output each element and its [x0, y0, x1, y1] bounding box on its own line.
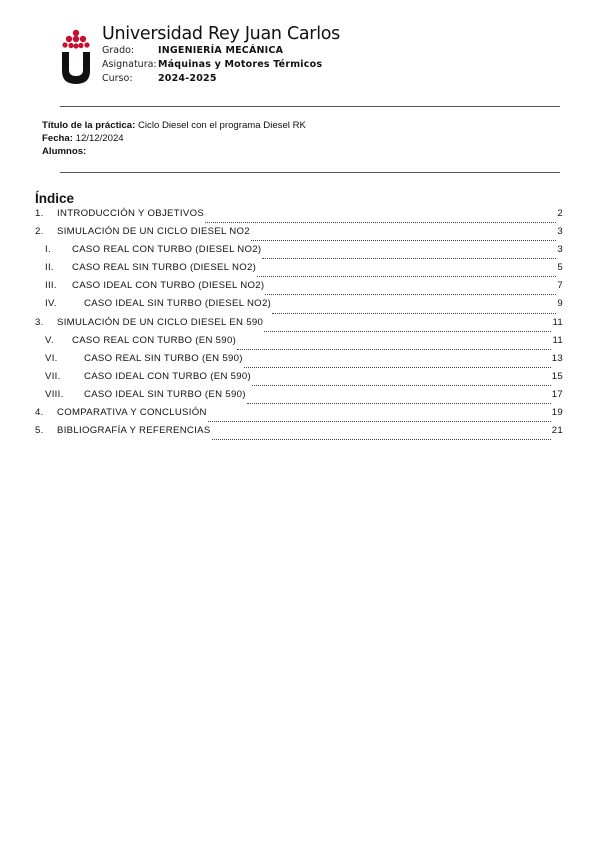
- toc-entry[interactable]: [35, 389, 563, 407]
- toc-entry[interactable]: [35, 280, 563, 298]
- toc-entry-number: 1.: [35, 208, 44, 219]
- toc-entry-text: CASO IDEAL SIN TURBO (EN 590): [84, 388, 246, 400]
- toc-entry-text: SIMULACIÓN DE UN CICLO DIESEL EN 590: [57, 316, 264, 328]
- toc-entry-page: 2: [557, 208, 563, 219]
- grado-label: Grado:: [102, 45, 135, 56]
- toc-entry-number: VIII.: [45, 388, 64, 400]
- table-of-contents: [35, 208, 563, 443]
- toc-entry-number: I.: [45, 244, 51, 256]
- toc-entry-text: CASO IDEAL SIN TURBO (DIESEL NO2): [84, 298, 272, 310]
- toc-entry[interactable]: [35, 317, 563, 335]
- toc-entry[interactable]: [35, 407, 563, 425]
- toc-entry-number: 3.: [35, 316, 44, 328]
- toc-leader-dots: [208, 421, 551, 422]
- urjc-logo-icon: [60, 28, 92, 84]
- toc-entry-text: CASO REAL CON TURBO (DIESEL NO2): [72, 244, 262, 256]
- titulo-label: Título de la práctica:: [42, 120, 136, 131]
- grado-row: [102, 45, 283, 56]
- fecha-line: [42, 133, 124, 145]
- toc-entry[interactable]: [35, 298, 563, 316]
- alumnos-label: Alumnos:: [42, 146, 87, 157]
- toc-entry[interactable]: [35, 353, 563, 371]
- toc-entry-number: V.: [45, 334, 54, 346]
- alumnos-line: [42, 146, 86, 158]
- university-name: Universidad Rey Juan Carlos: [102, 24, 340, 44]
- toc-entry[interactable]: [35, 262, 563, 280]
- titulo-line: [42, 120, 306, 132]
- toc-entry-text: BIBLIOGRAFÍA Y REFERENCIAS: [57, 425, 211, 437]
- toc-entry-number: III.: [45, 280, 57, 292]
- toc-entry-page: 11: [552, 316, 563, 328]
- toc-entry-text: CASO REAL CON TURBO (EN 590): [72, 334, 237, 346]
- toc-entry-page: 13: [551, 352, 563, 364]
- toc-entry-text: CASO REAL SIN TURBO (DIESEL NO2): [72, 262, 257, 274]
- toc-entry-number: VII.: [45, 370, 61, 382]
- toc-entry-number: IV.: [45, 298, 57, 310]
- toc-leader-dots: [257, 276, 556, 277]
- curso-row: [102, 73, 217, 84]
- toc-leader-dots: [262, 258, 556, 259]
- asignatura-label: Asignatura:: [102, 59, 157, 70]
- toc-leader-dots: [264, 331, 551, 332]
- toc-entry-page: 19: [551, 407, 563, 419]
- toc-entry-page: 5: [557, 262, 563, 274]
- toc-entry[interactable]: [35, 244, 563, 262]
- toc-entry-page: 21: [551, 425, 563, 437]
- toc-leader-dots: [205, 222, 556, 223]
- document-header: [60, 24, 560, 88]
- toc-entry-number: 2.: [35, 226, 44, 238]
- curso-label: Curso:: [102, 73, 133, 84]
- meta-divider: [60, 172, 560, 173]
- toc-entry-text: CASO IDEAL CON TURBO (EN 590): [84, 370, 252, 382]
- titulo-value: Ciclo Diesel con el programa Diesel RK: [137, 120, 306, 131]
- toc-entry-number: VI.: [45, 352, 58, 364]
- toc-leader-dots: [212, 439, 551, 440]
- toc-leader-dots: [247, 403, 551, 404]
- toc-entry[interactable]: [35, 425, 563, 443]
- header-divider: [60, 106, 560, 107]
- toc-entry-number: II.: [45, 262, 54, 274]
- toc-entry-page: 3: [557, 244, 563, 256]
- toc-leader-dots: [252, 385, 551, 386]
- toc-leader-dots: [272, 313, 556, 314]
- toc-entry-page: 3: [557, 226, 563, 238]
- toc-entry-page: 17: [551, 388, 563, 400]
- grado-value: INGENIERÍA MECÁNICA: [158, 45, 284, 56]
- toc-entry[interactable]: [35, 371, 563, 389]
- asignatura-value: Máquinas y Motores Térmicos: [158, 59, 323, 70]
- toc-entry[interactable]: [35, 226, 563, 244]
- toc-entry[interactable]: [35, 208, 563, 226]
- toc-entry[interactable]: [35, 335, 563, 353]
- toc-entry-page: 15: [551, 370, 563, 382]
- toc-leader-dots: [237, 349, 551, 350]
- toc-entry-text: INTRODUCCIÓN Y OBJETIVOS: [57, 208, 205, 219]
- toc-entry-page: 11: [552, 334, 563, 346]
- toc-entry-page: 9: [557, 298, 563, 310]
- toc-leader-dots: [244, 367, 551, 368]
- toc-entry-text: CASO IDEAL CON TURBO (DIESEL NO2): [72, 280, 265, 292]
- toc-entry-text: COMPARATIVA Y CONCLUSIÓN: [57, 407, 207, 419]
- curso-value: 2024-2025: [158, 73, 217, 84]
- toc-entry-number: 5.: [35, 425, 44, 437]
- toc-entry-text: SIMULACIÓN DE UN CICLO DIESEL NO2: [57, 226, 250, 238]
- toc-leader-dots: [265, 294, 556, 295]
- toc-entry-text: CASO REAL SIN TURBO (EN 590): [84, 352, 243, 364]
- fecha-value: 12/12/2024: [75, 133, 124, 144]
- toc-entry-number: 4.: [35, 407, 44, 419]
- toc-leader-dots: [251, 240, 556, 241]
- toc-entry-page: 7: [557, 280, 563, 292]
- fecha-label: Fecha:: [42, 133, 73, 144]
- toc-title: Índice: [35, 191, 75, 206]
- asignatura-row: [102, 59, 322, 70]
